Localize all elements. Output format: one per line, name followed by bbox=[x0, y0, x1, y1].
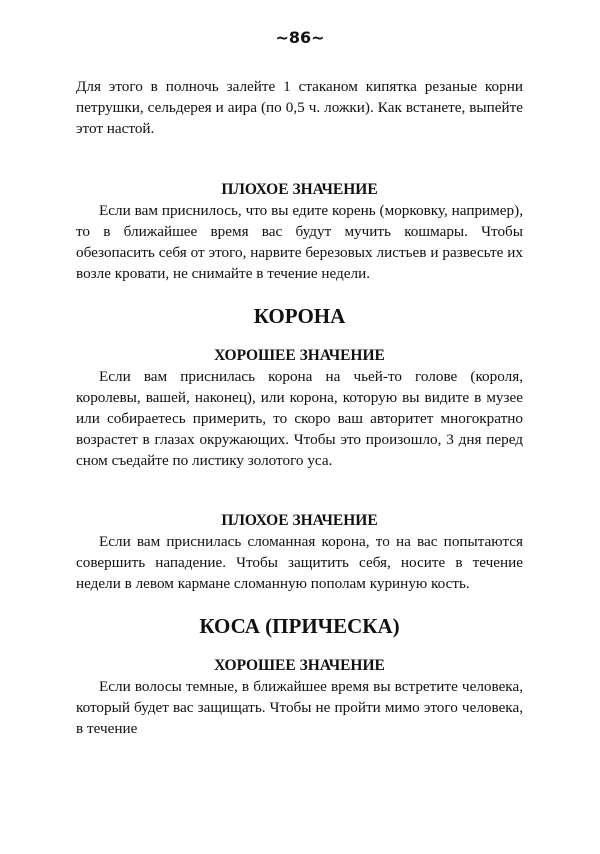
root-bad-paragraph: Если вам приснилось, что вы едите корень (морковку, например), то в ближайшее время вас будут мучить кошмары. Чтобы обезопасить себя от этого, нарвите березовых листьев и развесьте их возле кровати, не снимайте в течение недели. bbox=[76, 202, 523, 282]
spacer bbox=[76, 139, 523, 179]
crown-section-title: КОРОНА bbox=[253, 304, 346, 328]
braid-good-paragraph: Если волосы темные, в ближайшее время вы встретите человека, который будет вас защищать. Чтобы не пройти мимо этого человека, в течение bbox=[76, 678, 523, 737]
crown-good-heading: ХОРОШЕЕ ЗНАЧЕНИЕ bbox=[214, 347, 385, 364]
braid-section-title: КОСА (ПРИЧЕСКА) bbox=[199, 614, 400, 638]
spacer bbox=[76, 471, 523, 510]
spacer bbox=[76, 594, 523, 613]
spacer bbox=[76, 284, 523, 303]
spacer bbox=[76, 639, 523, 655]
page-number: ~86~ bbox=[275, 28, 325, 47]
crown-bad-paragraph: Если вам приснилась сломанная корона, то на вас попытаются совершить нападение. Чтобы защитить себя, носите в течение недели в левом кармане сломанную пополам куриную кость. bbox=[76, 533, 523, 592]
intro-paragraph: Для этого в полночь залейте 1 стаканом кипятка резаные корни петрушки, сельдерея и аира (по 0,5 ч. ложки). Как встанете, выпейте этот настой. bbox=[76, 78, 523, 137]
page-content bbox=[76, 76, 523, 739]
spacer bbox=[76, 329, 523, 345]
braid-good-heading: ХОРОШЕЕ ЗНАЧЕНИЕ bbox=[214, 657, 385, 674]
root-bad-heading: ПЛОХОЕ ЗНАЧЕНИЕ bbox=[221, 181, 378, 198]
crown-good-paragraph: Если вам приснилась корона на чьей-то голове (короля, королевы, вашей, наконец), или корона, которую вы видите в музее или собираетесь примерить, то скоро ваш авторитет многократно возрастет в глазах окружающих. Чтобы это произошло, 3 дня перед сном съедайте по листику золотого уса. bbox=[76, 368, 523, 469]
crown-bad-heading: ПЛОХОЕ ЗНАЧЕНИЕ bbox=[221, 512, 378, 529]
